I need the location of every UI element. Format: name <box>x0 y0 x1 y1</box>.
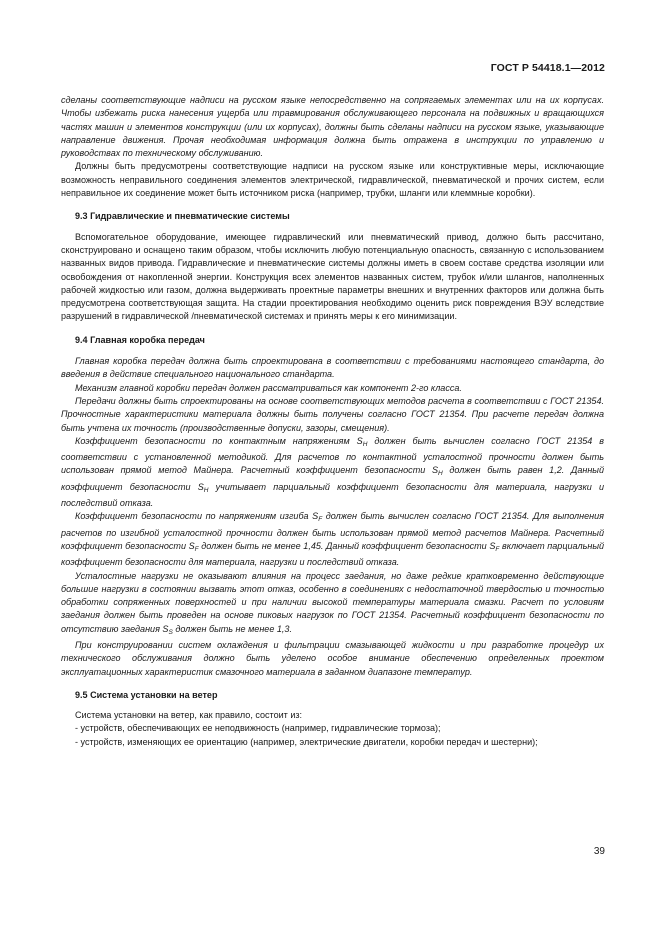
text-run: Коэффициент безопасности по напряжениям изгиба S <box>75 511 319 522</box>
intro-paragraph-1: сделаны соответствующие надписи на русском языке непосредственно на сопрягаемых элементах или на их корпусах. Чтобы избежать риска нанесения ущерба или травмирования обслуживающего персонала на подвижных и вращающихся частях машин и элементов конструкции (или их корпусах), должны быть сделаны надписи на русском языке, указывающие направление движения. Прочая необходимая информация должна быть отражена в инструкции по управлению и руководствах по техническому обслуживанию. <box>61 95 604 159</box>
page-number: 39 <box>593 846 605 857</box>
subscript: F <box>318 516 323 524</box>
section-9-4-paragraph-5 <box>61 510 604 569</box>
section-9-4-paragraph-3: Передачи должны быть спроектированы на основе соответствующих методов расчета в соответствии с ГОСТ 21354. Прочностные характеристики материала должны быть получены согласно ГОСТ 21354. При расчете передач должна быть учтена их точность (производственные допуски, зазоры, смещения). <box>61 395 604 433</box>
text-run: должен быть равен 1,2. Данный коэффициент безопасности S <box>61 465 604 492</box>
subscript: H <box>362 440 368 448</box>
text-run: должен быть не менее 1,45. Данный коэффициент безопасности S <box>198 540 496 551</box>
section-9-4-paragraph-2: Механизм главной коробки передач должен рассматриваться как компонент 2-го класса. <box>75 382 462 393</box>
subscript: H <box>437 470 443 478</box>
list-item: - устройств, изменяющих ее ориентацию (например, электрические двигатели, коробки передач и шестерни); <box>75 736 538 747</box>
subscript: H <box>203 486 209 494</box>
section-9-4-heading: 9.4 Главная коробка передач <box>75 334 205 345</box>
section-9-3-heading: 9.3 Гидравлические и пневматические системы <box>75 211 290 222</box>
subscript: F <box>495 545 500 553</box>
section-9-4-paragraph-1: Главная коробка передач должна быть спроектирована в соответствии с требованиями настоящего стандарта, до введения в действие специального национального стандарта. <box>61 356 604 380</box>
subscript: S <box>168 628 173 636</box>
text-run: должен быть вычислен согласно ГОСТ 21354 в соответствии с установленной методикой. Для расчетов по контактной усталостной прочности должен быть использован прямой метод Майнера. Расчетный коэффициент безопасности S <box>61 435 604 476</box>
text-run: Коэффициент безопасности по контактным напряжениям S <box>75 435 363 446</box>
section-9-3-paragraph-1: Вспомогательное оборудование, имеющее гидравлический или пневматический привод, должно быть рассчитано, сконструировано и оснащено таким образом, чтобы исключить любую потенциальную опасность, связанную с использованием названных видов привода. Гидравлические и пневматические системы должны иметь в своем составе средства изоляции или освобождения от накопленной энергии. Конструкция всех элементов названных систем, трубок и/или шлангов, наполненных рабочей жидкостью или газом, должна выдерживать проектные параметры внешних и внутренних факторов или должна быть предусмотрена соответствующая защита. На стадии проектирования необходимо оценить риск повреждения ВЭУ вследствие разрушений в гидравлической /пневматической системах и принять меры к его минимизации. <box>61 231 604 322</box>
intro-paragraph-2: Должны быть предусмотрены соответствующие надписи на русском языке или конструктивные меры, исключающие возможность неправильного соединения элементов электрической, гидравлической, пневматической и прочих систем, если неправильное их соединение может быть источником риска (например, трубки, шланги или клеммные коробки). <box>61 161 604 199</box>
section-9-4-paragraph-6 <box>61 570 604 639</box>
section-9-5-heading: 9.5 Система установки на ветер <box>75 689 218 700</box>
document-body <box>61 94 604 749</box>
section-9-5-paragraph-1: Система установки на ветер, как правило, состоит из: <box>75 710 303 721</box>
text-run: учитывает парциальный коэффициент безопасности для материала, нагрузки и последствий отказа. <box>61 481 604 509</box>
list-item: - устройств, обеспечивающих ее неподвижность (например, гидравлические тормоза); <box>75 723 441 734</box>
text-run: должен быть вычислен согласно ГОСТ 21354. Для выполнения расчетов по изгибной усталостной прочности должен быть использован прямой метод расчетов Майнера. Расчетный коэффициент безопасности S <box>61 511 605 551</box>
section-9-4-paragraph-4 <box>61 435 604 510</box>
document-id-header: ГОСТ Р 54418.1—2012 <box>490 62 605 74</box>
subscript: F <box>194 545 199 553</box>
text-run: Усталостные нагрузки не оказывают влияния на процесс заедания, но даже редкие кратковременно действующие большие нагрузки в состоянии вызвать этот отказ, особенно в соединениях с недостаточной твердостью и точностью обработки сопряженных поверхностей и при наличии высокой температуры материала смазки. Расчет по условиям заедания должен быть проведен на основе пиковых нагрузок по ГОСТ 21354. Расчетный коэффициент безопасности по отсутствию заедания S <box>61 570 604 634</box>
text-run: включает парциальный коэффициент безопасности для материала, нагрузки и последствий отказа. <box>61 540 605 568</box>
text-run: должен быть не менее 1,3. <box>172 623 292 634</box>
section-9-4-paragraph-7: При конструировании систем охлаждения и фильтрации смазывающей жидкости и при разработке процедур их технического обслуживания должно быть уделено особое внимание обеспечению определенных проектом эксплуатационных характеристик смазочного материала в заданном диапазоне температур. <box>61 639 604 677</box>
